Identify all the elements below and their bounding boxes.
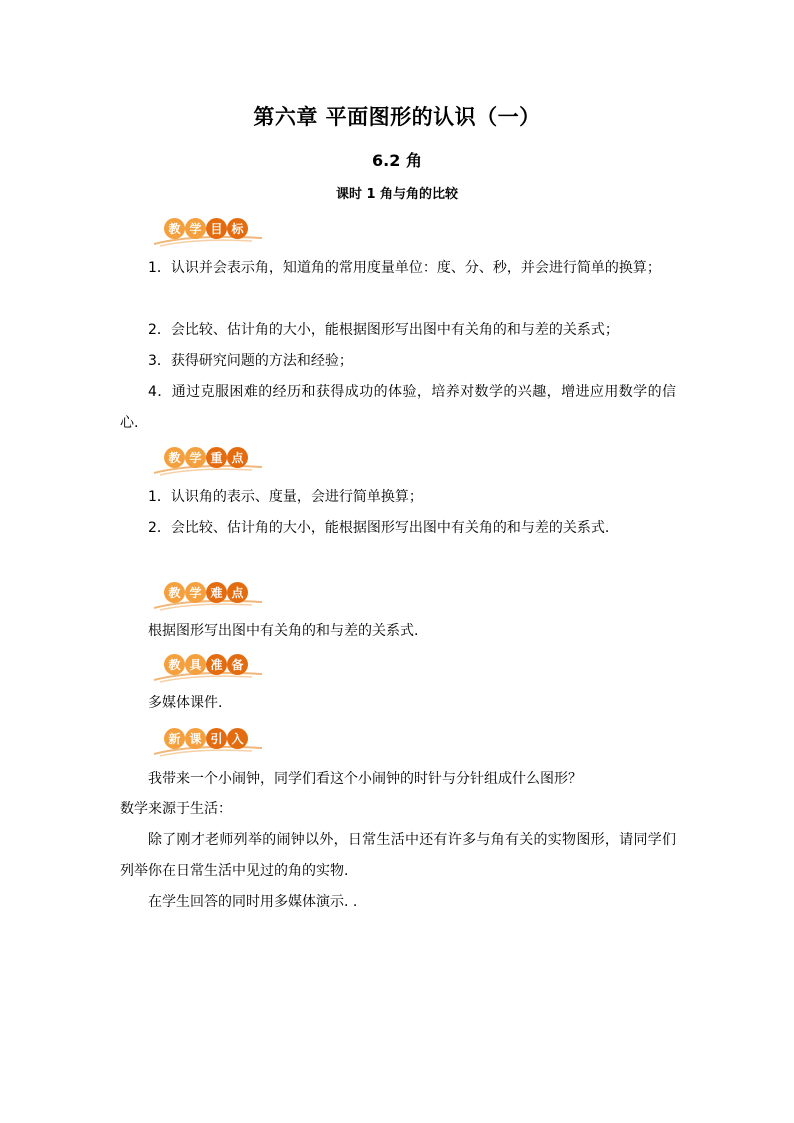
heading-char: 引 [206,728,227,749]
intro-paragraph-2: 数学来源于生活： [120,801,232,817]
key-point-item-1: 1．认识角的表示、度量，会进行简单换算； [148,489,423,505]
difficulty-item-1: 根据图形写出图中有关角的和与差的关系式. [148,623,419,639]
heading-char: 难 [206,582,227,603]
heading-char: 准 [206,654,227,675]
key-point-item-2: 2．会比较、估计角的大小，能根据图形写出图中有关角的和与差的关系式. [148,520,610,536]
heading-char: 点 [227,447,248,468]
heading-char: 学 [185,582,206,603]
goal-item-4: 4．通过克服困难的经历和获得成功的体验，培养对数学的兴趣，增进应用数学的信心. [120,384,676,431]
heading-char: 重 [206,447,227,468]
intro-paragraph-3: 除了刚才老师列举的闹钟以外，日常生活中还有许多与角有关的实物图形，请同学们列举你在日常生活中见过的角的实物. [120,832,676,879]
intro-paragraph-4: 在学生回答的同时用多媒体演示. . [148,894,358,910]
chapter-title: 第六章 平面图形的认识（一） [253,105,541,129]
heading-char: 课 [185,728,206,749]
goal-item-3: 3．获得研究问题的方法和经验； [148,353,353,369]
intro-paragraph-1: 我带来一个小闹钟，同学们看这个小闹钟的时针与分针组成什么图形？ [148,771,582,787]
heading-char: 教 [164,218,185,239]
heading-char: 目 [206,218,227,239]
heading-char: 备 [227,654,248,675]
heading-char: 教 [164,447,185,468]
heading-char: 教 [164,654,185,675]
section-title: 6.2 角 [372,151,422,170]
heading-char: 标 [227,218,248,239]
goal-item-1: 1．认识并会表示角，知道角的常用度量单位：度、分、秒，并会进行简单的换算； [148,260,661,276]
heading-char: 新 [164,728,185,749]
heading-char: 学 [185,447,206,468]
lesson-title: 课时 1 角与角的比较 [335,187,459,202]
heading-char: 点 [227,582,248,603]
heading-teaching-goals [152,218,272,244]
heading-key-points [152,447,272,473]
heading-char: 教 [164,582,185,603]
heading-char: 学 [185,218,206,239]
heading-materials [152,654,272,680]
materials-item-1: 多媒体课件. [148,695,223,711]
heading-introduction [152,728,272,754]
heading-char: 入 [227,728,248,749]
heading-char: 具 [185,654,206,675]
heading-difficulties [152,582,272,608]
goal-item-2: 2．会比较、估计角的大小，能根据图形写出图中有关角的和与差的关系式； [148,322,619,338]
